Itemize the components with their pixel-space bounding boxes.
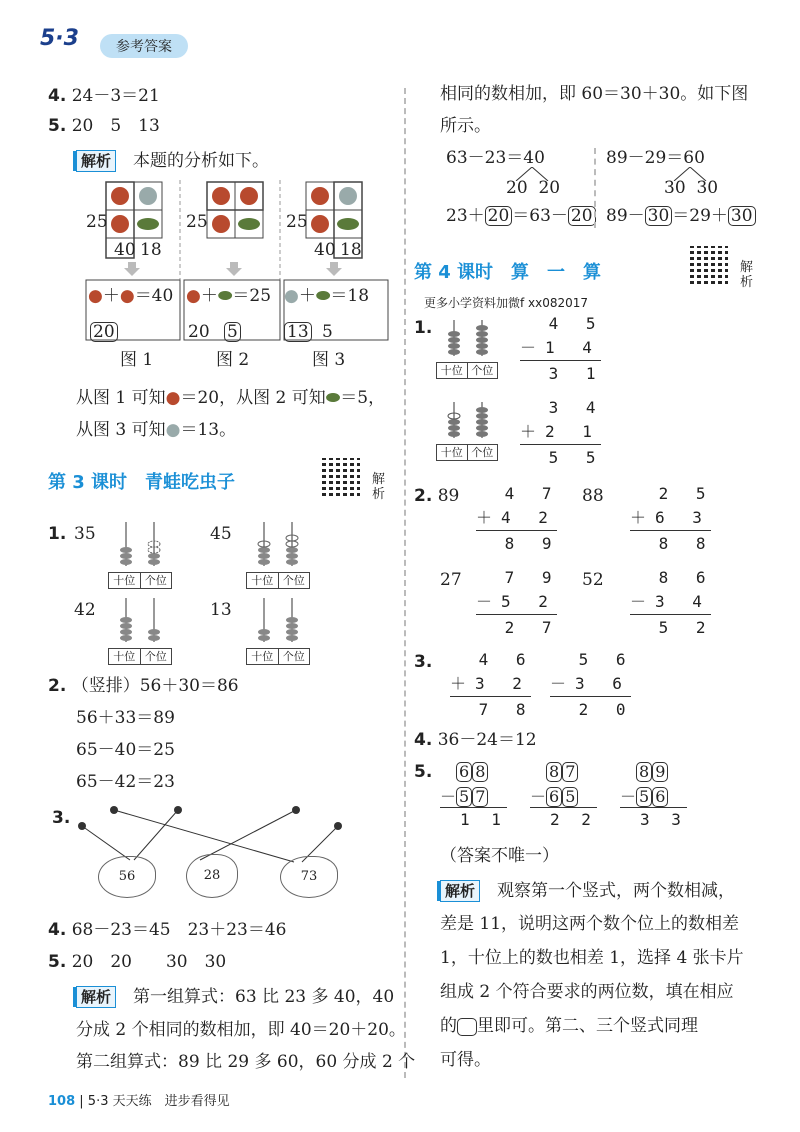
q4-answer: 4. 24－3＝21	[48, 86, 160, 106]
abacus-value-2: 45	[210, 524, 232, 544]
l-q2-line4: 65－42＝23	[76, 772, 175, 792]
r-q2d-num: 52	[582, 570, 604, 590]
r-q1-num: 1.	[414, 318, 433, 338]
fig1-ans: 20	[90, 322, 118, 342]
r-exp-5: 的 里即可。第二、三个竖式同理	[440, 1016, 698, 1036]
fig3-eq: ●＋⬬＝18	[284, 286, 370, 306]
r-q1b-line3: 5 5	[530, 448, 605, 467]
l-q1-num: 1.	[48, 524, 67, 544]
l-q4: 4. 68－23＝45 23＋23＝46	[48, 920, 287, 940]
l-q5-expl-3: 第二组算式：89 比 29 多 60，60 分成 2 个	[76, 1052, 416, 1072]
r-q1b-line1: 3 4	[530, 398, 605, 417]
r-q4: 4. 36－24＝12	[414, 730, 537, 750]
r-q3b-1: 5 6	[560, 650, 635, 669]
card-puzzle-1: 6 8 － 5 7 1 1	[440, 762, 507, 829]
fig-label-3: 图 3	[312, 350, 346, 370]
page-number: 108	[48, 1094, 76, 1109]
abacus-value-1: 35	[74, 524, 96, 544]
r-note: （答案不唯一）	[440, 846, 559, 866]
hen-3: 73	[280, 856, 338, 898]
r-q2-num: 2. 89	[414, 486, 460, 506]
r-abacus-2: 十位 个位	[436, 400, 498, 461]
fig-label-2: 图 2	[216, 350, 250, 370]
r-q1b-line2: ＋2 1	[520, 420, 601, 445]
tree1-eq: 23＋ 20 ＝63－ 20	[446, 206, 596, 226]
l-q3-num: 3.	[52, 808, 71, 828]
qr-code-icon[interactable]	[322, 458, 360, 496]
r-q2b-3: 8 8	[640, 534, 715, 553]
r-q3a-3: 7 8	[460, 700, 535, 719]
abacus-3: 十位 个位	[108, 596, 172, 660]
abacus-2: 十位 个位	[246, 520, 310, 584]
abacus-value-4: 13	[210, 600, 232, 620]
footer-text: 5·3 天天练 进步看得见	[87, 1094, 230, 1109]
fig2-ans-a: 20	[188, 322, 210, 342]
r-exp-6: 可得。	[440, 1050, 491, 1070]
r-exp-2: 差是 11，说明这两个数个位上的数相差	[440, 914, 740, 934]
r-q3b-3: 2 0	[560, 700, 635, 719]
r-q2d-1: 8 6	[640, 568, 715, 587]
tree2-leaves: 30 30	[664, 178, 719, 198]
fig3-18: 18	[340, 240, 362, 260]
fig2-ans-b: 5	[224, 322, 241, 342]
r-q2b-2: ＋6 3	[630, 506, 711, 531]
r-q1a-line2: －1 4	[520, 336, 601, 361]
logo: 5·3	[40, 26, 79, 51]
fig-25-label: 25	[86, 212, 108, 232]
r-q2c-2: －5 2	[476, 590, 557, 615]
abacus-1: 十位 个位	[108, 520, 172, 584]
qr-label: 解析	[740, 260, 754, 290]
watermark-text: 更多小学资料加微f xx082017	[424, 296, 589, 310]
abacus-value-3: 42	[74, 600, 96, 620]
r-exp-1: 解析 观察第一个竖式，两个数相减，	[440, 880, 735, 902]
r-q3a-1: 4 6	[460, 650, 535, 669]
column-divider	[404, 88, 406, 1078]
abacus-4: 十位 个位	[246, 596, 310, 660]
qr-label: 解析	[372, 472, 386, 502]
r-q3a-2: ＋3 2	[450, 672, 531, 697]
l-q5-expl-1: 解析 第一组算式：63 比 23 多 40，40	[76, 986, 394, 1008]
tree1-top: 63－23＝40	[446, 148, 545, 168]
fig2-eq: ●＋⬬＝25	[186, 286, 272, 306]
fig3-ans-a: 13	[284, 322, 312, 342]
l-q2-line3: 65－40＝25	[76, 740, 175, 760]
tree1-leaves: 20 20	[506, 178, 561, 198]
hen-1: 56	[98, 856, 156, 898]
card-puzzle-3: 8 9 － 5 6 3 3	[620, 762, 687, 829]
tree2-eq: 89－ 30 ＝29＋ 30	[606, 206, 756, 226]
r-abacus-1: 十位 个位	[436, 318, 498, 379]
l-q2-line1: 2. （竖排）56＋30＝86	[48, 676, 239, 696]
qr-code-icon[interactable]	[690, 246, 728, 284]
r-q1a-line1: 4 5	[530, 314, 605, 333]
r-q3-num: 3.	[414, 652, 433, 672]
fig-label-1: 图 1	[120, 350, 154, 370]
r-q2c-1: 7 9	[486, 568, 561, 587]
fig1-40: 40	[114, 240, 136, 260]
r-cont-2: 所示。	[440, 116, 491, 136]
tree2-top: 89－29＝60	[606, 148, 705, 168]
footer: 108 | 5·3 天天练 进步看得见	[48, 1094, 230, 1109]
grid-fig2	[207, 182, 263, 238]
r-q2c-num: 27	[440, 570, 462, 590]
r-q2b-num: 88	[582, 486, 604, 506]
fig3-40: 40	[314, 240, 336, 260]
l-q5-expl-2: 分成 2 个相同的数相加，即 40＝20＋20。	[76, 1020, 406, 1040]
card-puzzle-2: 8 7 － 6 5 2 2	[530, 762, 597, 829]
hen-2: 28	[186, 854, 238, 898]
r-q2d-3: 5 2	[640, 618, 715, 637]
r-cont-1: 相同的数相加，即 60＝30＋30。如下图	[440, 84, 749, 104]
r-q5-num: 5.	[414, 762, 433, 782]
r-exp-4: 组成 2 个符合要求的两位数，填在相应	[440, 982, 734, 1002]
r-q1a-line3: 3 1	[530, 364, 605, 383]
r-q3b-2: －3 6	[550, 672, 631, 697]
l-q5: 5. 20 20 30 30	[48, 952, 227, 972]
l-q2-line2: 56＋33＝89	[76, 708, 175, 728]
r-exp-3: 1，十位上的数也相差 1，选择 4 张卡片	[440, 948, 744, 968]
q5-answer: 5. 20 5 13	[48, 116, 160, 136]
fig-25-label: 25	[286, 212, 308, 232]
conclusion-1: 从图 1 可知●＝20，从图 2 可知⬬＝5，	[76, 388, 386, 408]
r-q2d-2: －3 4	[630, 590, 711, 615]
fig1-eq: ●＋●＝40	[88, 286, 174, 306]
header-badge: 参考答案	[100, 34, 188, 58]
conclusion-2: 从图 3 可知●＝13。	[76, 420, 237, 440]
r-q2a-3: 8 9	[486, 534, 561, 553]
section-3-title: 第 3 课时 青蛙吃虫子	[48, 472, 236, 493]
fig-25-label: 25	[186, 212, 208, 232]
r-q2b-1: 2 5	[640, 484, 715, 503]
r-q2c-3: 2 7	[486, 618, 561, 637]
fig1-18: 18	[140, 240, 162, 260]
r-q2a-1: 4 7	[486, 484, 561, 503]
r-q2a-2: ＋4 2	[476, 506, 557, 531]
section-4-title: 第 4 课时 算 一 算	[414, 262, 602, 283]
q5-analysis: 解析 本题的分析如下。	[76, 150, 269, 172]
fig3-ans-b: 5	[322, 322, 333, 342]
tree-divider	[594, 148, 596, 228]
